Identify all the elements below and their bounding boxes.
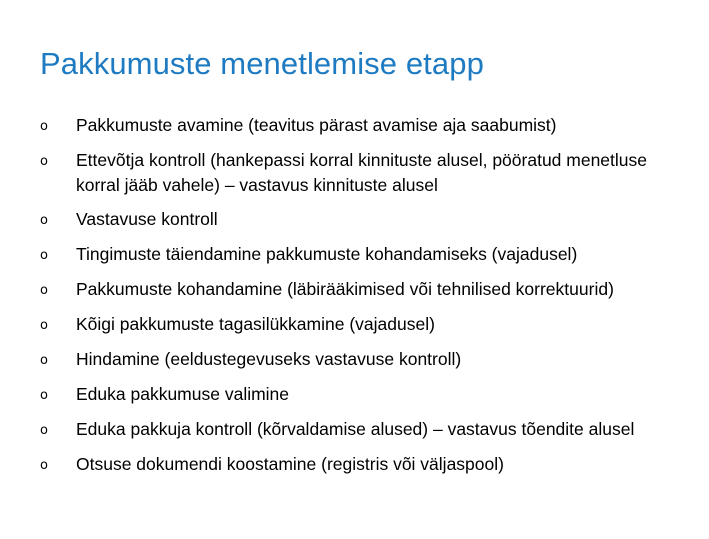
bullet-item: [40, 242, 680, 268]
bullet-marker-icon: o: [40, 458, 48, 473]
slide-title: Pakkumuste menetlemise etapp: [40, 46, 484, 81]
bullet-marker-icon: o: [40, 423, 48, 438]
bullet-text: Hindamine (eeldustegevuseks vastavuse kontroll): [76, 349, 462, 369]
bullet-marker-icon: o: [40, 353, 48, 368]
bullet-item: [40, 452, 680, 478]
bullet-marker-icon: o: [40, 388, 48, 403]
bullet-text: Tingimuste täiendamine pakkumuste kohandamiseks (vajadusel): [76, 244, 578, 264]
bullet-text: Pakkumuste kohandamine (läbirääkimised või tehnilised korrektuurid): [76, 279, 614, 299]
bullet-item: [40, 347, 680, 373]
bullet-marker-icon: o: [40, 318, 48, 333]
bullet-marker-icon: o: [40, 283, 48, 298]
bullet-text: Otsuse dokumendi koostamine (registris või väljaspool): [76, 454, 504, 474]
bullet-marker-icon: o: [40, 154, 48, 169]
bullet-text: Pakkumuste avamine (teavitus pärast avamise aja saabumist): [76, 115, 557, 135]
bullet-item: [40, 417, 680, 443]
bullet-item: [40, 113, 680, 139]
bullet-text: Ettevõtja kontroll (hankepassi korral kinnituste alusel, pööratud menetluse korral jääb vahele) – vastavus kinnituste alusel: [76, 150, 648, 195]
bullet-text: Eduka pakkuja kontroll (kõrvaldamise alused) – vastavus tõendite alusel: [76, 419, 635, 439]
bullet-item: [40, 148, 680, 198]
bullet-marker-icon: o: [40, 248, 48, 263]
bullet-marker-icon: o: [40, 119, 48, 134]
bullet-item: [40, 207, 680, 233]
bullet-text: Kõigi pakkumuste tagasilükkamine (vajadusel): [76, 314, 435, 334]
bullet-list: [40, 113, 680, 487]
bullet-text: Vastavuse kontroll: [76, 209, 218, 229]
bullet-text: Eduka pakkumuse valimine: [76, 384, 290, 404]
bullet-item: [40, 312, 680, 338]
bullet-marker-icon: o: [40, 213, 48, 228]
bullet-item: [40, 382, 680, 408]
bullet-item: [40, 277, 680, 303]
